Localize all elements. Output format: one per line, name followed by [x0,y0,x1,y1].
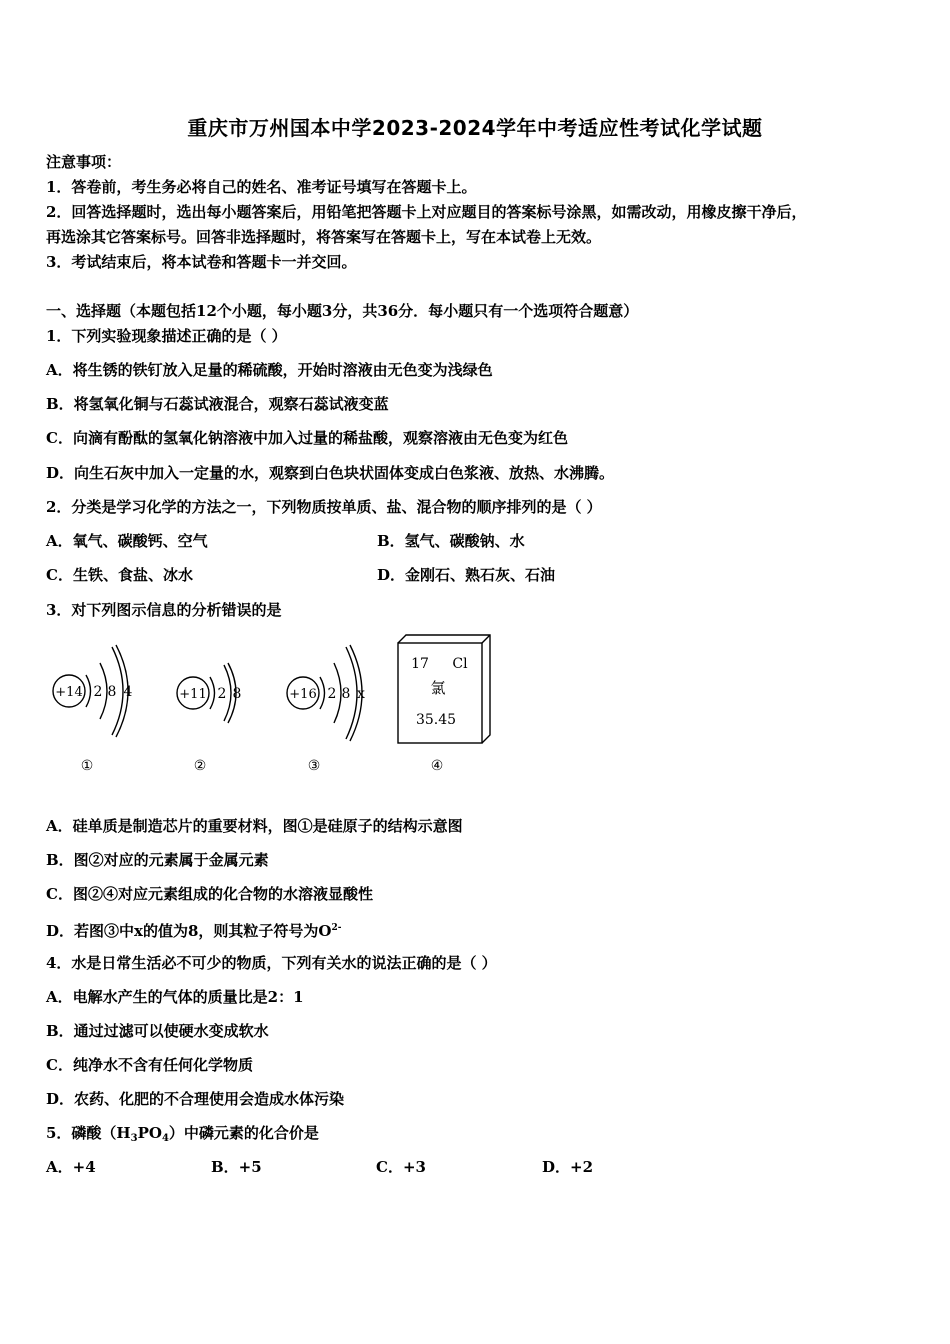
atom1-shell-count: 2 [93,684,103,700]
q4-option-a: A．电解水产生的气体的质量比是2：1 [46,988,304,1006]
element-box-label: ④ [430,758,444,774]
q3-option-c: C．图②④对应元素组成的化合物的水溶液显酸性 [46,885,373,903]
q1-option-b: B．将氢氧化铜与石蕊试液混合，观察石蕊试液变蓝 [46,395,389,413]
atom3-nucleus: +16 [289,687,317,702]
atom1-shell-arc [86,675,91,707]
element-symbol: Cl [452,656,468,672]
q3-stem: 3．对下列图示信息的分析错误的是 [46,601,282,619]
page-title: 重庆市万州国本中学2023-2024学年中考适应性考试化学试题 [187,116,763,140]
section-heading: 一、选择题（本题包括12个小题，每小题3分，共36分．每小题只有一个选项符合题意） [46,302,639,320]
q5-stem [46,1123,319,1149]
q1-option-d: D．向生石灰中加入一定量的水，观察到白色块状固体变成白色浆液、放热、水沸腾。 [46,464,615,482]
atom1-nucleus: +14 [55,685,83,700]
notice-item: 再选涂其它答案标号。回答非选择题时，将答案写在答题卡上，写在本试卷上无效。 [46,228,602,246]
q3-option-a: A．硅单质是制造芯片的重要材料，图①是硅原子的结构示意图 [46,817,463,835]
notice-item: 1．答卷前，考生务必将自己的姓名、准考证号填写在答题卡上。 [46,178,477,196]
atom2-label: ② [193,758,207,774]
q4-option-b: B．通过过滤可以使硬水变成软水 [46,1022,269,1040]
q1-stem: 1．下列实验现象描述正确的是（ ） [46,327,287,345]
q2-option-c: C．生铁、食盐、冰水 [46,566,193,584]
ion-charge: 2- [331,923,342,933]
notice-heading: 注意事项： [46,153,122,171]
atom3-shell-count: 2 [327,686,337,702]
q5-stem-mid: PO [137,1124,162,1142]
atom2-nucleus: +11 [179,687,207,702]
q5-stem-post: ）中磷元素的化合价是 [168,1124,319,1142]
atom2-shell-count: 2 [217,686,227,702]
element-box-edge [482,635,490,643]
element-name: 氯 [430,679,446,697]
q2-option-d: D．金刚石、熟石灰、石油 [377,566,556,584]
element-mass: 35.45 [415,712,457,728]
q4-option-d: D．农药、化肥的不合理使用会造成水体污染 [46,1090,345,1108]
q5-subscript: 3 [130,1133,138,1144]
q3-figure [40,625,510,780]
atom3-label: ③ [307,758,321,774]
q3-option-d-text: D．若图③中x的值为8，则其粒子符号为O [46,922,332,940]
q4-stem: 4．水是日常生活必不可少的物质，下列有关水的说法正确的是（ ） [46,954,497,972]
q2-option-b: B．氢气、碳酸钠、水 [377,532,525,550]
q3-option-d [46,918,341,941]
q5-option-d: D．+2 [542,1158,594,1176]
notice-item: 2．回答选择题时，选出每小题答案后，用铅笔把答题卡上对应题目的答案标号涂黑，如需改动，用橡皮擦干净后， [46,203,807,221]
atom3-shell-count: x [357,686,365,702]
q3-option-b: B．图②对应的元素属于金属元素 [46,851,269,869]
q5-subscript: 4 [161,1133,169,1144]
notice-item: 3．考试结束后，将本试卷和答题卡一并交回。 [46,253,357,271]
atom3-shell-count: 8 [341,686,351,702]
q1-option-a: A．将生锈的铁钉放入足量的稀硫酸，开始时溶液由无色变为浅绿色 [46,361,493,379]
q5-option-b: B．+5 [211,1158,262,1176]
atom2-shell-arc [210,677,215,709]
q2-option-a: A．氧气、碳酸钙、空气 [46,532,208,550]
atom2-shell-count: 8 [232,686,242,702]
q5-stem-pre: 5．磷酸（H [46,1124,131,1142]
q4-option-c: C．纯净水不含有任何化学物质 [46,1056,253,1074]
element-number: 17 [411,656,429,672]
q5-option-a: A．+4 [46,1158,96,1176]
q1-option-c: C．向滴有酚酞的氢氧化钠溶液中加入过量的稀盐酸，观察溶液由无色变为红色 [46,429,568,447]
atom3-shell-arc [320,677,325,709]
atom1-label: ① [80,758,94,774]
atom1-shell-count: 8 [107,684,117,700]
atom1-shell-count: 4 [123,684,133,700]
q2-stem: 2．分类是学习化学的方法之一，下列物质按单质、盐、混合物的顺序排列的是（ ） [46,498,602,516]
q5-option-c: C．+3 [376,1158,426,1176]
